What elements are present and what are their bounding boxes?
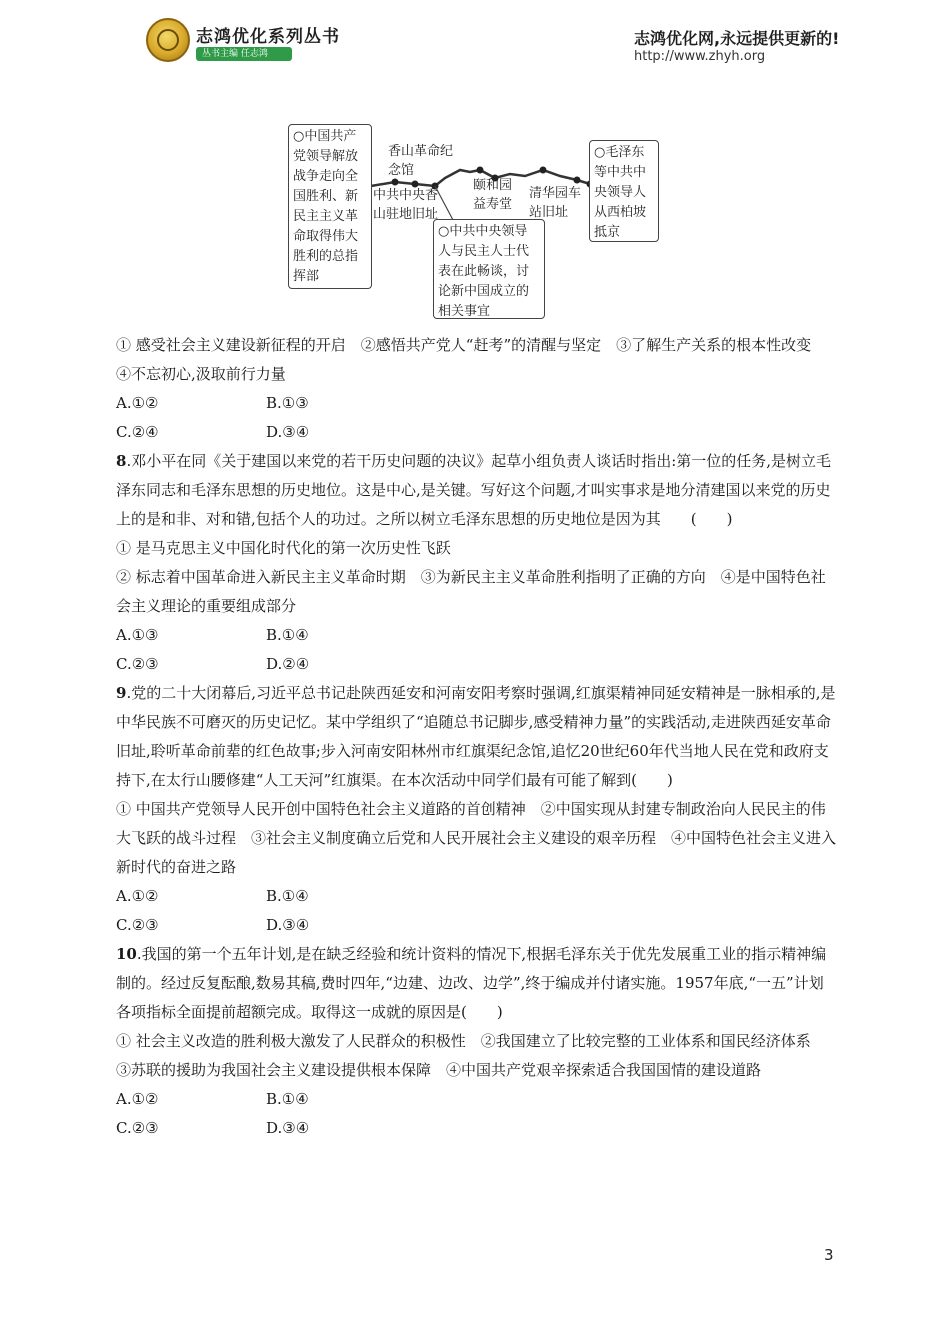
q8-option-a: A.①③ (116, 626, 159, 644)
q7-option-a: A.①② (116, 394, 159, 412)
q8-options-row1 (116, 621, 836, 650)
q7-choices: ① 感受社会主义建设新征程的开启 ②感悟共产党人“赶考”的清醒与坚定 ③了解生产关系的根本性改变 ④不忘初心,汲取前行力量 (116, 336, 827, 383)
q9-option-a: A.①② (116, 887, 159, 905)
q7-option-d: D.③④ (266, 423, 310, 441)
label-xiangshan-site: 中共中央香山驻地旧址 (373, 188, 439, 222)
q9-stem (116, 679, 836, 795)
q9-stem-text: .党的二十大闭幕后,习近平总书记赴陕西延安和河南安阳考察时强调,红旗渠精神同延安精神是一脉相承的,是中华民族不可磨灭的历史记忆。某中学组织了“追随总书记脚步,感受精神力量”的实践活动,走进陕西延安革命旧址,聆听革命前辈的红色故事;步入河南安阳林州市红旗渠纪念馆,追忆20世纪60年代当地人民在党和政府支持下,在太行山腰修建“人工天河”红旗渠。在本次活动中同学们最有可能了解到( ) (116, 684, 836, 789)
q10-option-d: D.③④ (266, 1119, 310, 1137)
q10-number: 10 (116, 945, 137, 963)
header-slogan: 志鸿优化网,永远提供更新的! (634, 29, 840, 48)
q9-number: 9 (116, 684, 127, 702)
q8-option-b: B.①④ (266, 626, 309, 644)
q8-choice-2: ② 标志着中国革命进入新民主主义革命时期 ③为新民主主义革命胜利指明了正确的方向 ④是中国特色社会主义理论的重要组成部分 (116, 568, 826, 615)
brand-title: 志鸿优化系列丛书 (196, 27, 340, 47)
question-content (116, 331, 836, 1143)
label-qinghua-station: 清华园车站旧址 (529, 186, 582, 220)
label-xiangshan-memorial: 香山革命纪念馆 (388, 144, 454, 178)
q9-option-b: B.①④ (266, 887, 309, 905)
q7-options-row2 (116, 418, 836, 447)
callout-arrival: ○毛泽东等中共中央领导人从西柏坡抵京 (589, 140, 659, 242)
q9-options-row2 (116, 911, 836, 940)
q10-choices: ① 社会主义改造的胜利极大激发了人民群众的积极性 ②我国建立了比较完整的工业体系和国民经济体系 ③苏联的援助为我国社会主义建设提供根本保障 ④中国共产党艰辛探索适合我国国情的建设道路 (116, 1032, 826, 1079)
q8-choice-1: ① 是马克思主义中国化时代化的第一次历史性飞跃 (116, 539, 451, 557)
q8-stem-text: .邓小平在同《关于建国以来党的若干历史问题的决议》起草小组负责人谈话时指出:第一位的任务,是树立毛泽东同志和毛泽东思想的历史地位。这是中心,是关键。写好这个问题,才叫实事求是地分清建国以来党的历史上的是和非、对和错,包括个人的功过。之所以树立毛泽东思想的历史地位是因为其 ( ) (116, 452, 832, 528)
header-url: http://www.zhyh.org (634, 49, 766, 64)
stop-dot (477, 167, 484, 174)
q8-option-d: D.②④ (266, 655, 310, 673)
page-header (0, 0, 950, 80)
stop-dot (574, 177, 581, 184)
q10-option-b: B.①④ (266, 1090, 309, 1108)
q7-options-row1 (116, 389, 836, 418)
callout-meeting: ○中共中央领导人与民主人士代表在此畅谈，讨论新中国成立的相关事宜 (433, 219, 545, 319)
q8-number: 8 (116, 452, 127, 470)
q8-option-c: C.②③ (116, 655, 159, 673)
q10-stem-text: .我国的第一个五年计划,是在缺乏经验和统计资料的情况下,根据毛泽东关于优先发展重工业的指示精神编制的。经过反复酝酿,数易其稿,费时四年,“边建、边改、边学”,终于编成并付诸实施。1957年底,“一五”计划各项指标全面提前超额完成。取得这一成就的原因是( ) (116, 945, 827, 1021)
q10-options-row1 (116, 1085, 836, 1114)
q10-option-a: A.①② (116, 1090, 159, 1108)
route-diagram (285, 122, 665, 322)
q7-option-b: B.①③ (266, 394, 309, 412)
q9-choices: ① 中国共产党领导人民开创中国特色社会主义道路的首创精神 ②中国实现从封建专制政治向人民民主的伟大飞跃的战斗过程 ③社会主义制度确立后党和人民开展社会主义建设的艰辛历程 ④中国特色社会主义进入新时代的奋进之路 (116, 800, 837, 876)
label-yiheyuan: 颐和园益寿堂 (473, 178, 513, 212)
brand-subtitle: 丛书主编 任志鸿 (196, 47, 292, 61)
brand-logo (146, 18, 190, 62)
stop-dot (540, 167, 547, 174)
q10-stem (116, 940, 836, 1027)
q9-options-row1 (116, 882, 836, 911)
q8-options-row2 (116, 650, 836, 679)
callout-headquarters: ○中国共产党领导解放战争走向全国胜利、新民主主义革命取得伟大胜利的总指挥部 (288, 124, 372, 289)
q10-option-c: C.②③ (116, 1119, 159, 1137)
q8-stem (116, 447, 836, 534)
page-number: 3 (824, 1246, 834, 1264)
q10-options-row2 (116, 1114, 836, 1143)
q7-option-c: C.②④ (116, 423, 159, 441)
q9-option-d: D.③④ (266, 916, 310, 934)
logo-emblem (157, 29, 179, 51)
q9-option-c: C.②③ (116, 916, 159, 934)
